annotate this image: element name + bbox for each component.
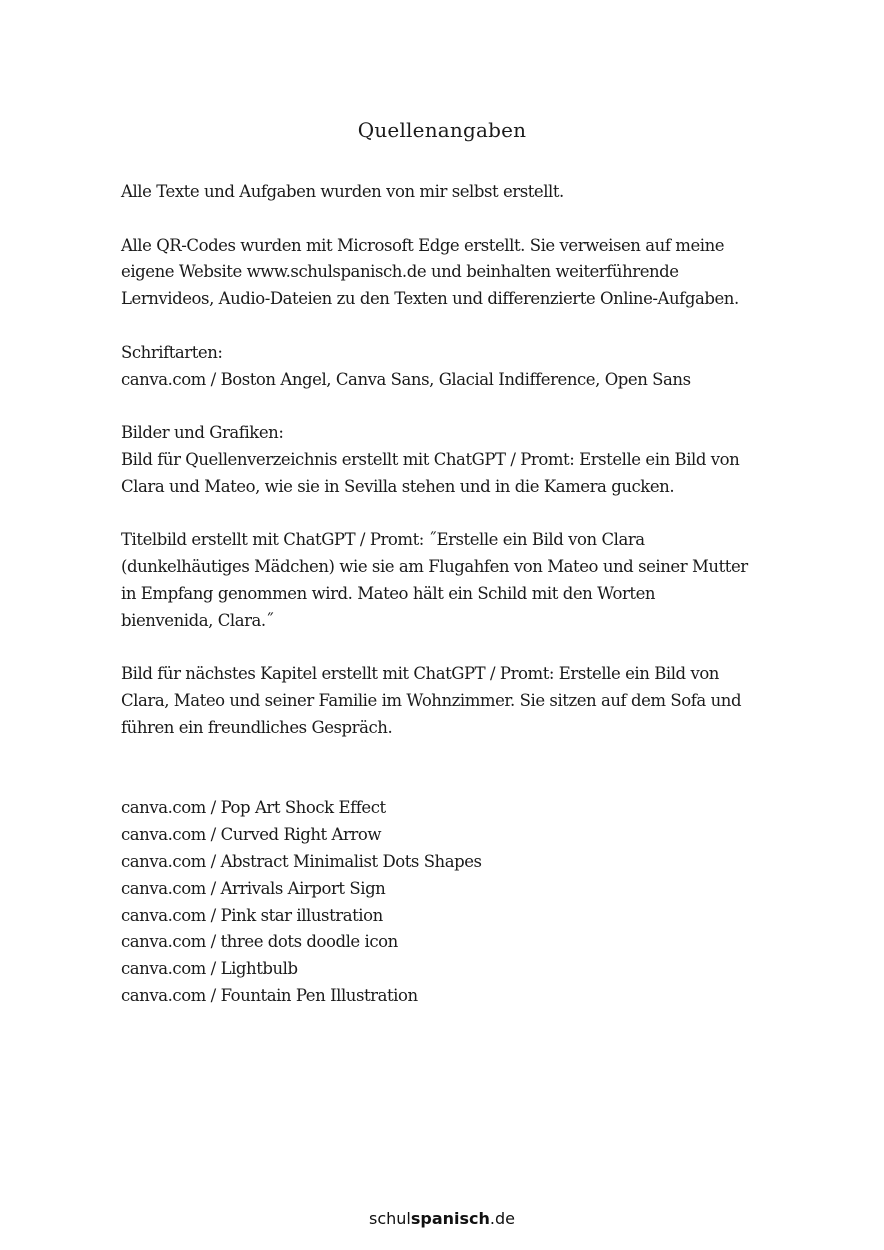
text-line: in Empfang genommen wird. Mateo hält ein Schild mit den Worten (121, 583, 656, 603)
paragraph-chapter-image (121, 661, 742, 741)
footer-brand (0, 1209, 884, 1228)
text-line: Clara und Mateo, wie sie in Sevilla stehen und in die Kamera gucken. (121, 476, 675, 496)
sources-content (121, 179, 748, 1010)
text-line: eigene Website www.schulspanisch.de und beinhalten weiterführende (121, 262, 679, 282)
text-line: Clara, Mateo und seiner Familie im Wohnzimmer. Sie sitzen auf dem Sofa und (121, 691, 742, 711)
page-title: Quellenangaben (357, 118, 527, 142)
text-line: Bild für nächstes Kapitel erstellt mit ChatGPT / Promt: Erstelle ein Bild von (121, 664, 719, 684)
list-item: canva.com / Pink star illustration (121, 905, 383, 925)
text-line: führen ein freundliches Gespräch. (121, 717, 393, 737)
text-line: Alle QR-Codes wurden mit Microsoft Edge erstellt. Sie verweisen auf meine (121, 235, 725, 255)
list-item: canva.com / Arrivals Airport Sign (121, 878, 386, 898)
paragraph-images (121, 420, 740, 500)
text-line: Alle Texte und Aufgaben wurden von mir selbst erstellt. (121, 182, 564, 201)
list-item: canva.com / Pop Art Shock Effect (121, 798, 386, 818)
text-line: Lernvideos, Audio-Dateien zu den Texten und differenzierte Online-Aufgaben. (121, 289, 739, 309)
paragraph-fonts (121, 340, 721, 394)
footer-suffix: .de (489, 1209, 515, 1228)
text-line: Bild für Quellenverzeichnis erstellt mit ChatGPT / Promt: Erstelle ein Bild von (121, 449, 740, 469)
text-line: (dunkelhäutiges Mädchen) wie sie am Flugahfen von Mateo und seiner Mutter (121, 557, 748, 577)
list-item: canva.com / Abstract Minimalist Dots Shapes (121, 851, 482, 871)
footer-bold: spanisch (410, 1209, 490, 1228)
images-heading: Bilder und Grafiken: (121, 423, 284, 443)
paragraph-qr-codes (121, 233, 739, 313)
list-item: canva.com / Curved Right Arrow (121, 825, 382, 845)
text-line: canva.com / Boston Angel, Canva Sans, Glacial Indifference, Open Sans (121, 369, 691, 389)
asset-list (121, 795, 721, 1009)
paragraph-cover-image (121, 527, 748, 634)
list-item: canva.com / Lightbulb (121, 959, 298, 979)
footer-prefix: schul (369, 1209, 411, 1228)
paragraph-texts (121, 179, 721, 206)
list-item: canva.com / Fountain Pen Illustration (121, 985, 418, 1005)
text-line: bienvenida, Clara.˝ (121, 610, 274, 630)
text-line: Titelbild erstellt mit ChatGPT / Promt: ˝Erstelle ein Bild von Clara (121, 530, 645, 550)
list-item: canva.com / three dots doodle icon (121, 932, 398, 952)
fonts-heading: Schriftarten: (121, 342, 223, 362)
